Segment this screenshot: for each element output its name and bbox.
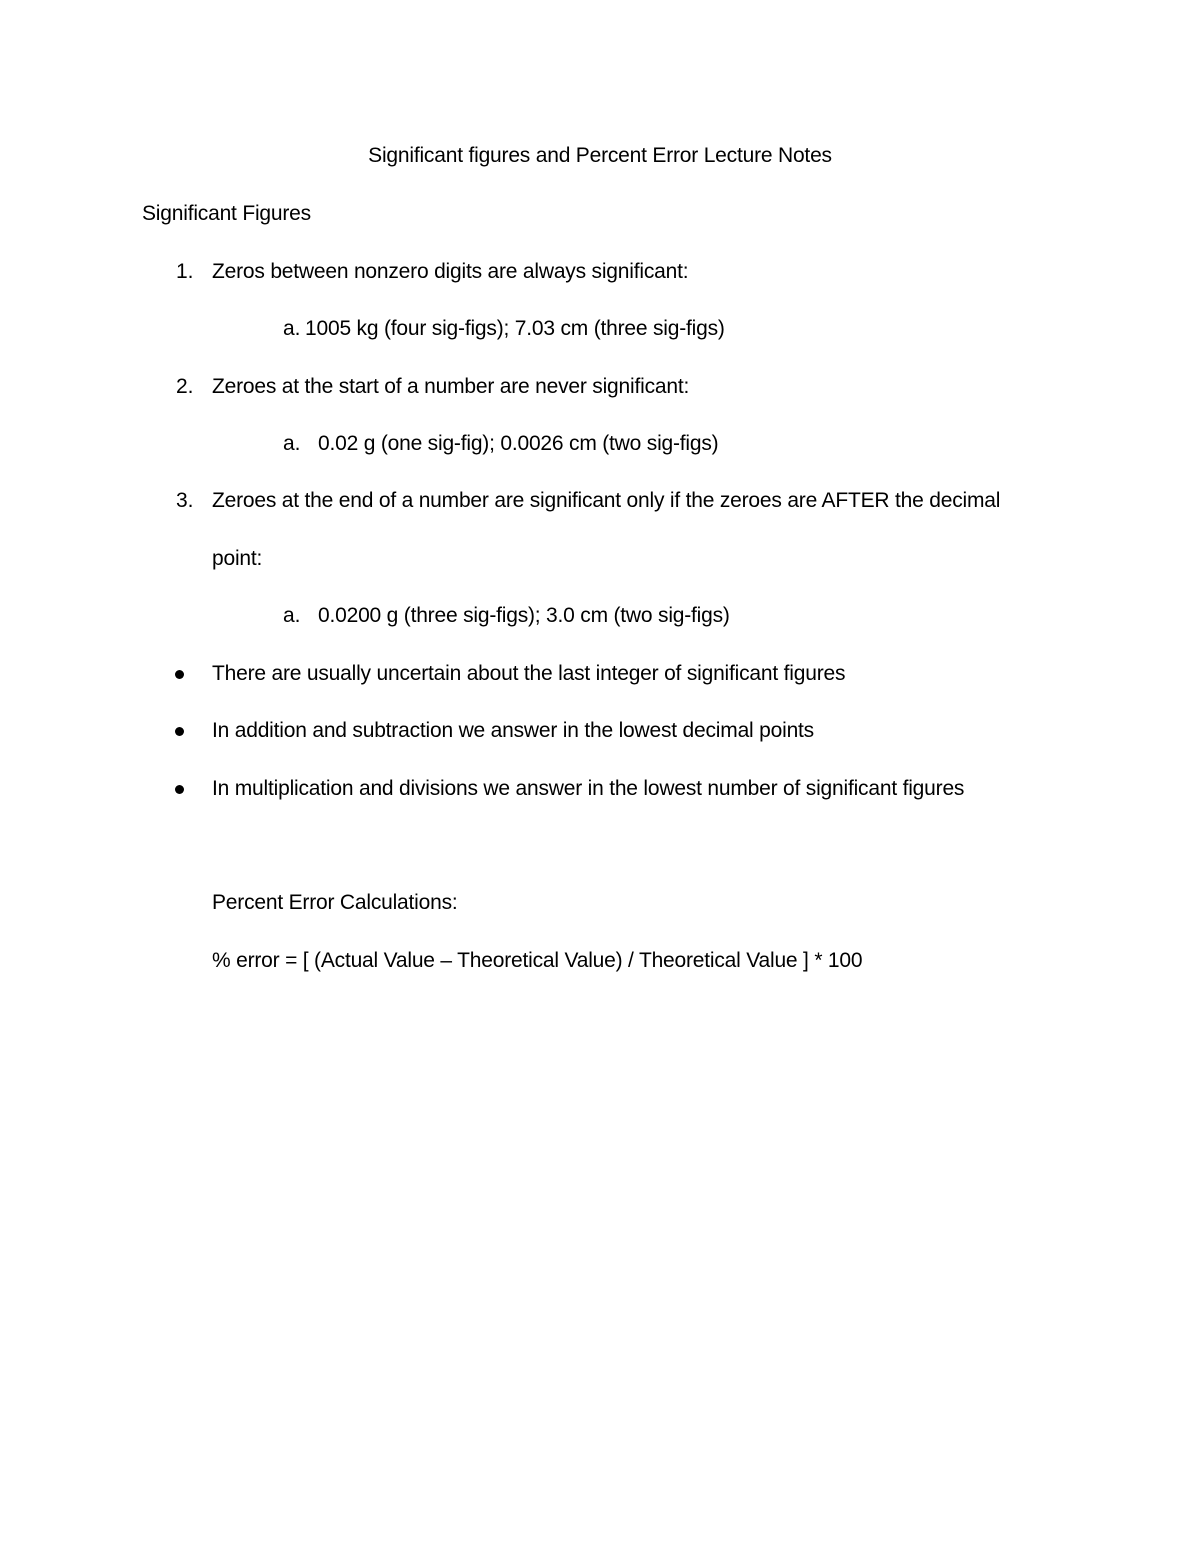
section-heading: Significant Figures bbox=[142, 202, 311, 225]
rule-3-text: Zeroes at the end of a number are significant only if the zeroes are AFTER the decimal bbox=[212, 489, 1001, 512]
rule-1-marker: 1. bbox=[176, 260, 194, 283]
rule-2-example-marker: a. bbox=[283, 432, 301, 455]
rule-2-text: Zeroes at the start of a number are never significant: bbox=[212, 375, 690, 398]
page-title: Significant figures and Percent Error Lecture Notes bbox=[368, 144, 832, 167]
rule-1-text: Zeros between nonzero digits are always significant: bbox=[212, 260, 689, 283]
bullet-icon bbox=[175, 785, 184, 794]
rule-1-example: 1005 kg (four sig-figs); 7.03 cm (three sig-figs) bbox=[305, 317, 725, 340]
rule-2-marker: 2. bbox=[176, 375, 194, 398]
rule-1-example-marker: a. bbox=[283, 317, 301, 340]
percent-error-heading: Percent Error Calculations: bbox=[212, 891, 458, 914]
rule-3-marker: 3. bbox=[176, 489, 194, 512]
bullet-icon bbox=[175, 670, 184, 679]
bullet-item-3: In multiplication and divisions we answer in the lowest number of significant figures bbox=[212, 777, 965, 800]
percent-error-formula: % error = [ (Actual Value – Theoretical Value) / Theoretical Value ] * 100 bbox=[212, 949, 863, 972]
bullet-item-1: There are usually uncertain about the last integer of significant figures bbox=[212, 662, 846, 685]
rule-3-example-marker: a. bbox=[283, 604, 301, 627]
bullet-item-2: In addition and subtraction we answer in the lowest decimal points bbox=[212, 719, 814, 742]
rule-3-text-continued: point: bbox=[212, 547, 263, 570]
bullet-icon bbox=[175, 727, 184, 736]
rule-3-example: 0.0200 g (three sig-figs); 3.0 cm (two sig-figs) bbox=[318, 604, 730, 627]
rule-2-example: 0.02 g (one sig-fig); 0.0026 cm (two sig-figs) bbox=[318, 432, 719, 455]
